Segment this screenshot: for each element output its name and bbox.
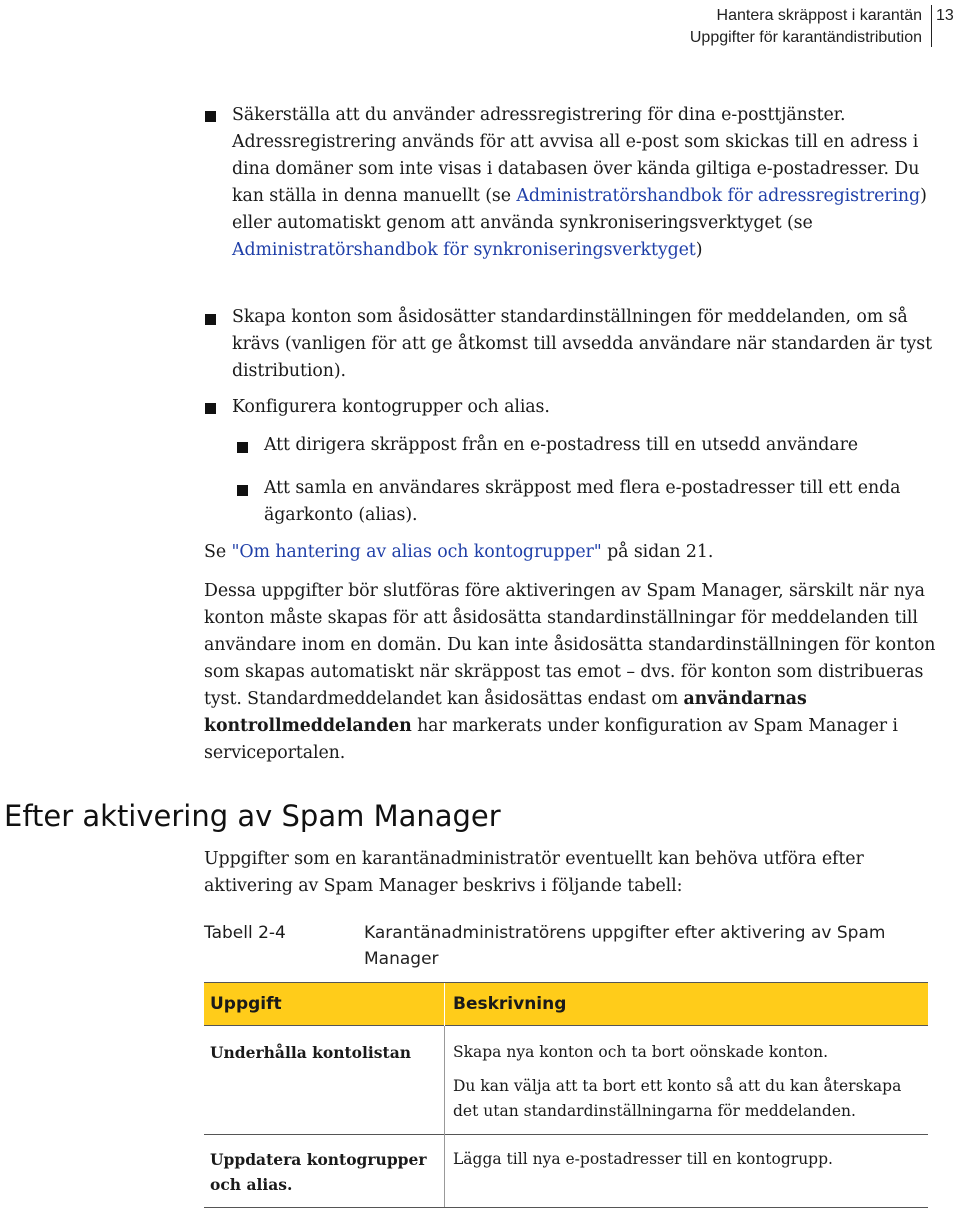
header-section: Uppgifter för karantändistribution bbox=[689, 29, 922, 46]
bullet-address-registration bbox=[232, 102, 944, 264]
section-heading: Efter aktivering av Spam Manager bbox=[4, 799, 501, 833]
description-cell bbox=[445, 1026, 929, 1135]
column-header-description: Beskrivning bbox=[445, 983, 929, 1026]
see-also-prefix: Se bbox=[204, 542, 232, 562]
table-row bbox=[204, 1026, 928, 1135]
column-header-task: Uppgift bbox=[204, 983, 445, 1026]
paragraph-text: Dessa uppgifter bör slutföras före aktiveringen av Spam Manager, särskilt när nya konton måste skapas för att åsidosätta standardinställningar för meddelanden till användare inom en domän. Du kan inte åsidosätta standardinställningen för konton som skapas automatiskt när skräppost tas emot – dvs. för konton som distribueras tyst. Standardmeddelandet kan åsidosättas endast om bbox=[204, 581, 936, 709]
alias-and-groups-link[interactable]: "Om hantering av alias och kontogrupper" bbox=[231, 542, 602, 562]
sub-bullet-marker bbox=[237, 485, 248, 496]
sub-bullet-marker bbox=[237, 442, 248, 453]
bullet-configure-groups: Konfigurera kontogrupper och alias. bbox=[232, 397, 550, 417]
admin-guide-address-registration-link[interactable]: Administratörshandbok för adressregistrering bbox=[516, 186, 921, 206]
header-divider bbox=[931, 5, 932, 47]
description-text: Lägga till nya e-postadresser till en kontogrupp. bbox=[453, 1150, 833, 1168]
bullet-text: Säkerställa att du använder adressregistrering för dina e-posttjänster. Adressregistrering används för att avvisa all e-post som skickas till en adress i dina domäner som inte visas i databasen över kända giltiga e-postadresser. Du kan ställa in denna manuellt (se bbox=[232, 105, 920, 206]
table-caption: Karantänadministratörens uppgifter efter aktivering av Spam Manager bbox=[364, 923, 886, 969]
task-cell: Underhålla kontolistan bbox=[204, 1026, 445, 1135]
bullet-marker bbox=[205, 111, 216, 122]
see-also-suffix: på sidan 21. bbox=[601, 542, 714, 562]
page-header bbox=[0, 3, 960, 47]
description-text: Skapa nya konton och ta bort oönskade konton. bbox=[453, 1043, 828, 1061]
paragraph-text: har markerats under konfiguration av Spam Manager i serviceportalen. bbox=[204, 716, 898, 763]
description-cell bbox=[445, 1135, 929, 1208]
bullet-text: ) eller automatiskt genom att använda synkroniseringsverktyget (se bbox=[232, 186, 927, 233]
bullet-create-accounts: Skapa konton som åsidosätter standardinställningen för meddelanden, om så krävs (vanligen för att ge åtkomst till avsedda användare när standarden är tyst distribution). bbox=[232, 307, 932, 381]
paragraph-bold-term: användarnas kontrollmeddelanden bbox=[204, 689, 807, 736]
table-row bbox=[204, 1135, 928, 1208]
header-text bbox=[690, 5, 922, 49]
table-label: Tabell 2-4 bbox=[204, 923, 286, 943]
tasks-table bbox=[204, 982, 928, 1208]
task-cell: Uppdatera kontogrupper och alias. bbox=[204, 1135, 445, 1208]
activation-paragraph bbox=[204, 578, 944, 767]
section-intro: Uppgifter som en karantänadministratör eventuellt kan behöva utföra efter aktivering av Spam Manager beskrivs i följande tabell: bbox=[204, 849, 864, 896]
admin-guide-sync-tool-link[interactable]: Administratörshandbok för synkroniseringsverktyget bbox=[232, 240, 696, 260]
table-header-row bbox=[204, 983, 928, 1026]
page-number: 13 bbox=[936, 7, 954, 24]
bullet-marker bbox=[205, 314, 216, 325]
header-chapter: Hantera skräppost i karantän bbox=[716, 7, 922, 24]
see-also-line bbox=[204, 539, 944, 566]
description-text: Du kan välja att ta bort ett konto så att du kan återskapa det utan standardinställningarna för meddelanden. bbox=[453, 1077, 902, 1120]
bullet-text: ) bbox=[695, 240, 703, 260]
bullet-marker bbox=[205, 403, 216, 414]
sub-bullet-collect-spam: Att samla en användares skräppost med flera e-postadresser till ett enda ägarkonto (alias). bbox=[264, 478, 901, 525]
sub-bullet-direct-spam: Att dirigera skräppost från en e-postadress till en utsedd användare bbox=[264, 435, 859, 455]
